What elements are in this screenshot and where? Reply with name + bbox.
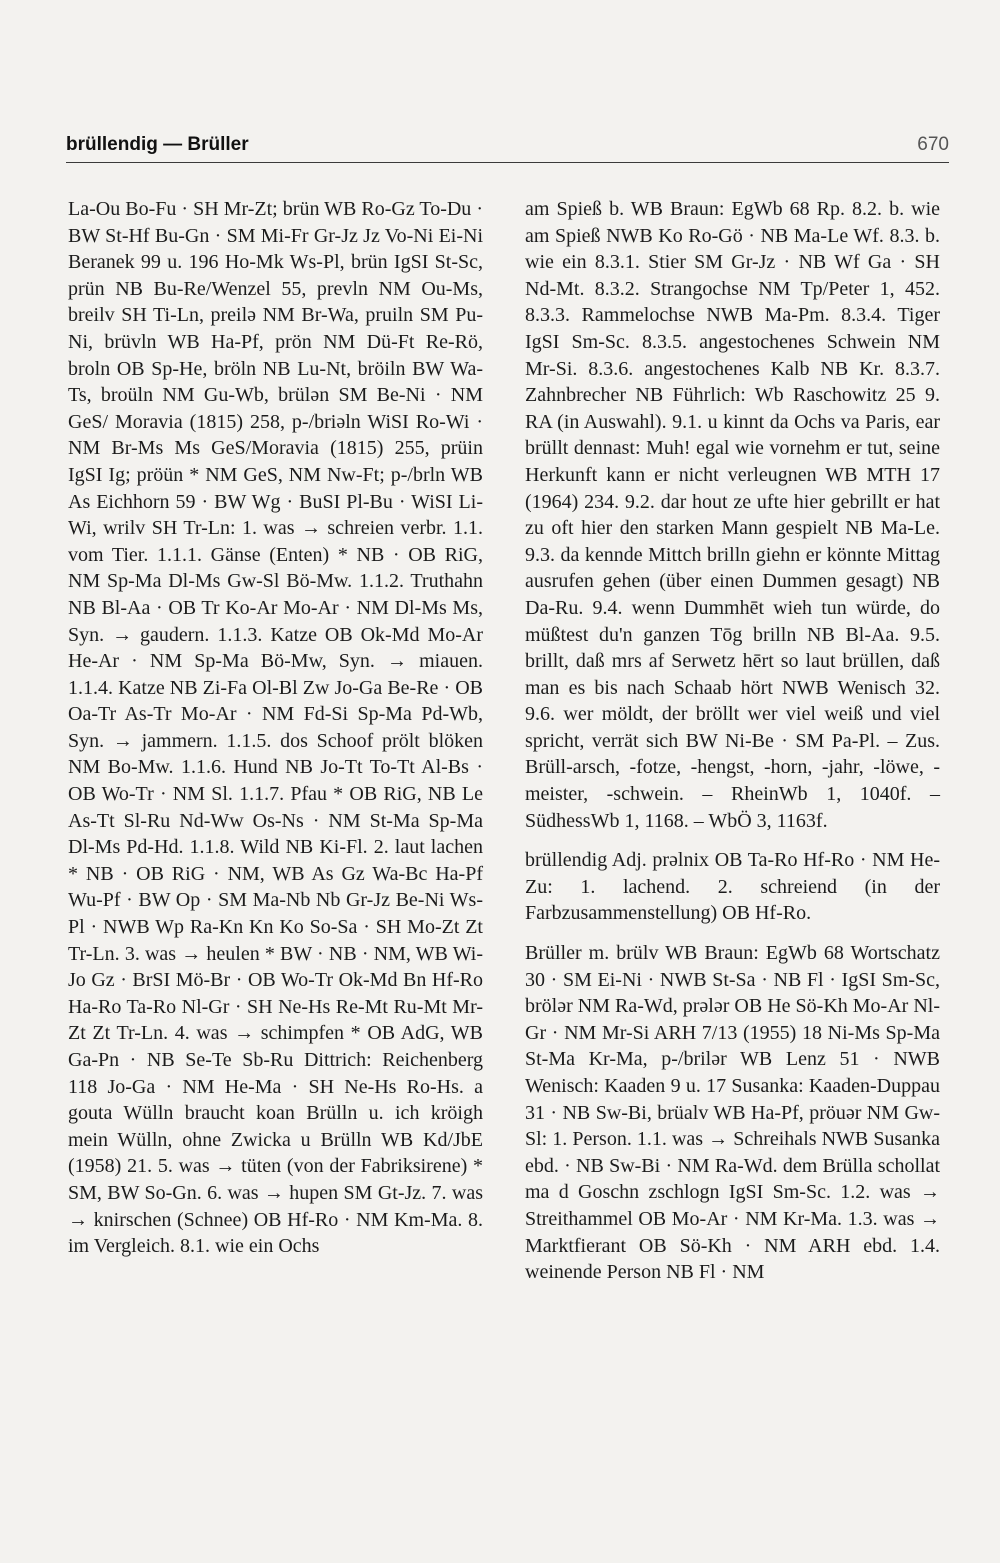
left-column [68, 196, 483, 1260]
page-number: 670 [917, 134, 949, 155]
entry-continuation-right: am Spieß b. WB Braun: EgWb 68 Rp. 8.2. b. wie am Spieß NWB Ko Ro-Gö · NB Ma-Le Wf. 8.3. b. wie ein 8.3.1. Stier SM Gr-Jz · NB Wf Ga · SH Nd-Mt. 8.3.2. Strangochse NM Tp/Peter 1, 452. 8.3.3. Rammelochse NWB Ma-Pm. 8.3.4. Tiger IgSI Sm-Sc. 8.3.5. angestochenes Schwein NM Mr-Si. 8.3.6. angestochenes Kalb NB Kr. 8.3.7. Zahnbrecher NB Führlich: Wb Raschowitz 25 9. RA (in Auswahl). 9.1. u kinnt da Ochs va Paris, ear brüllt dennast: Muh! egal wie vornehm er tut, seine Herkunft kann er nicht verleugnen WB MTH 17 (1964) 234. 9.2. dar hout ze ufte hier gebrillt er hat zu oft hier den starken Mann gespielt NB Ma-Le. 9.3. da kennde Mittch brilln giehn er könnte Mittag ausrufen gehen (über einen Dummen gesagt) NB Da-Ru. 9.4. wenn Dummhēt wieh tun würde, do müßtest du'n ganzen Tōg brilln NB Bl-Aa. 9.5. brillt, daß mrs af Serwetz hērt so laut brüllen, daß man es bis nach Schaab hört NWB Wenisch 32. 9.6. wer möldt, der bröllt wer viel weiß und viel spricht, verrät sich BW Ni-Be · SM Pa-Pl. – Zus. Brüll-arsch, -fotze, -hengst, -horn, -jahr, -löwe, -meister, -schwein. – RheinWb 1, 1040f. – SüdhessWb 1, 1168. – WbÖ 3, 1163f. [525, 198, 940, 832]
entry-brueller: Brüller m. brülv WB Braun: EgWb 68 Wortschatz 30 · SM Ei-Ni · NWB St-Sa · NB Fl · IgSI Sm-Sc, brölər NM Ra-Wd, prələr OB He Sö-Kh Mo-Ar Nl-Gr · NM Mr-Si ARH 7/13 (1955) 18 Ni-Ms Sp-Ma St-Ma Kr-Ma, p-/brilər WB Lenz 51 · NWB Wenisch: Kaaden 9 u. 17 Susanka: Kaaden-Duppau 31 · NB Sw-Bi, brüalv WB Ha-Pf, pröuər NM Gw-Sl: 1. Person. 1.1. was → Schreihals NWB Susanka ebd. · NB Sw-Bi · NM Ra-Wd. dem Brülla schollat ma d Goschn zschlogn IgSI Sm-Sc. 1.2. was → Streithammel OB Mo-Ar · NM Kr-Ma. 1.3. was → Marktfierant OB Sö-Kh · NM ARH ebd. 1.4. weinende Person NB Fl · NM [525, 942, 940, 1284]
entry-bruellendig: brüllendig Adj. prəlnix OB Ta-Ro Hf-Ro · NM He-Zu: 1. lachend. 2. schreiend (in der Farbzusammenstellung) OB Hf-Ro. [525, 849, 940, 925]
entry-continuation: La-Ou Bo-Fu · SH Mr-Zt; brün WB Ro-Gz To-Du · BW St-Hf Bu-Gn · SM Mi-Fr Gr-Jz Jz Vo-Ni Ei-Ni Beranek 99 u. 196 Ho-Mk Ws-Pl, brün IgSI St-Sc, prün NB Bu-Re/Wenzel 55, prevln NM Ou-Ms, breilv SH Ti-Ln, preilə NM Br-Wa, pruiln SM Pu-Ni, brüvln WB Ha-Pf, prön NM Dü-Ft Re-Rö, broln OB Sp-He, bröln NB Lu-Nt, bröiln BW Wa-Ts, broüln NM Gu-Wb, brülən SM Be-Ni · NM GeS/ Moravia (1815) 258, p-/briəln WiSI Ro-Wi · NM Br-Ms Ms GeS/Moravia (1815) 255, prüin IgSI Ig; pröün * NM GeS, NM Nw-Ft; p-/brln WB As Eichhorn 59 · BW Wg · BuSI Pl-Bu · WiSI Li-Wi, wrilv SH Tr-Ln: 1. was → schreien verbr. 1.1. vom Tier. 1.1.1. Gänse (Enten) * NB · OB RiG, NM Sp-Ma Dl-Ms Gw-Sl Bö-Mw. 1.1.2. Truthahn NB Bl-Aa · OB Tr Ko-Ar Mo-Ar · NM Dl-Ms Ms, Syn. → gaudern. 1.1.3. Katze OB Ok-Md Mo-Ar He-Ar · NM Sp-Ma Bö-Mw, Syn. → miauen. 1.1.4. Katze NB Zi-Fa Ol-Bl Zw Jo-Ga Be-Re · OB Oa-Tr As-Tr Mo-Ar · NM Fd-Si Sp-Ma Pd-Wb, Syn. → jammern. 1.1.5. dos Schoof prölt blöken NM Bo-Mw. 1.1.6. Hund NB Jo-Tt To-Tt Al-Bs · OB Wo-Tr · NM Sl. 1.1.7. Pfau * OB RiG, NB Le As-Tt Sl-Ru Nd-Ww Os-Ns · NM St-Ma Sp-Ma Dl-Ms Pd-Hd. 1.1.8. Wild NB Ki-Fl. 2. laut lachen * NB · OB RiG · NM, WB As Gz Wa-Bc Ha-Pf Wu-Pf · BW Op · SM Ma-Nb Nb Gr-Jz Be-Ni Ws-Pl · NWB Wp Ra-Kn Kn Ko So-Sa · SH Mo-Zt Zt Tr-Ln. 3. was → heulen * BW · NB · NM, WB Wi-Jo Gz · BrSI Mö-Br · OB Wo-Tr Ok-Md Bn Hf-Ro Ha-Ro Ta-Ro Nl-Gr · SH Ne-Hs Re-Mt Ru-Mt Mr-Zt Zt Tr-Ln. 4. was → schimpfen * OB AdG, WB Ga-Pn · NB Se-Te Sb-Ru Dittrich: Reichenberg 118 Jo-Ga · NM He-Ma · SH Ne-Hs Ro-Hs. a gouta Wülln braucht koan Brülln u. ich kröigh mein Wülln, ohne Zwicka u Brülln WB Kd/JbE (1958) 21. 5. was → tüten (von der Fabriksirene) * SM, BW So-Gn. 6. was → hupen SM Gt-Jz. 7. was → knirschen (Schnee) OB Hf-Ro · NM Km-Ma. 8. im Vergleich. 8.1. wie ein Ochs [68, 198, 483, 1258]
right-column [525, 196, 940, 1286]
header-title: brüllendig — Brüller [66, 134, 249, 155]
running-header [66, 134, 949, 163]
